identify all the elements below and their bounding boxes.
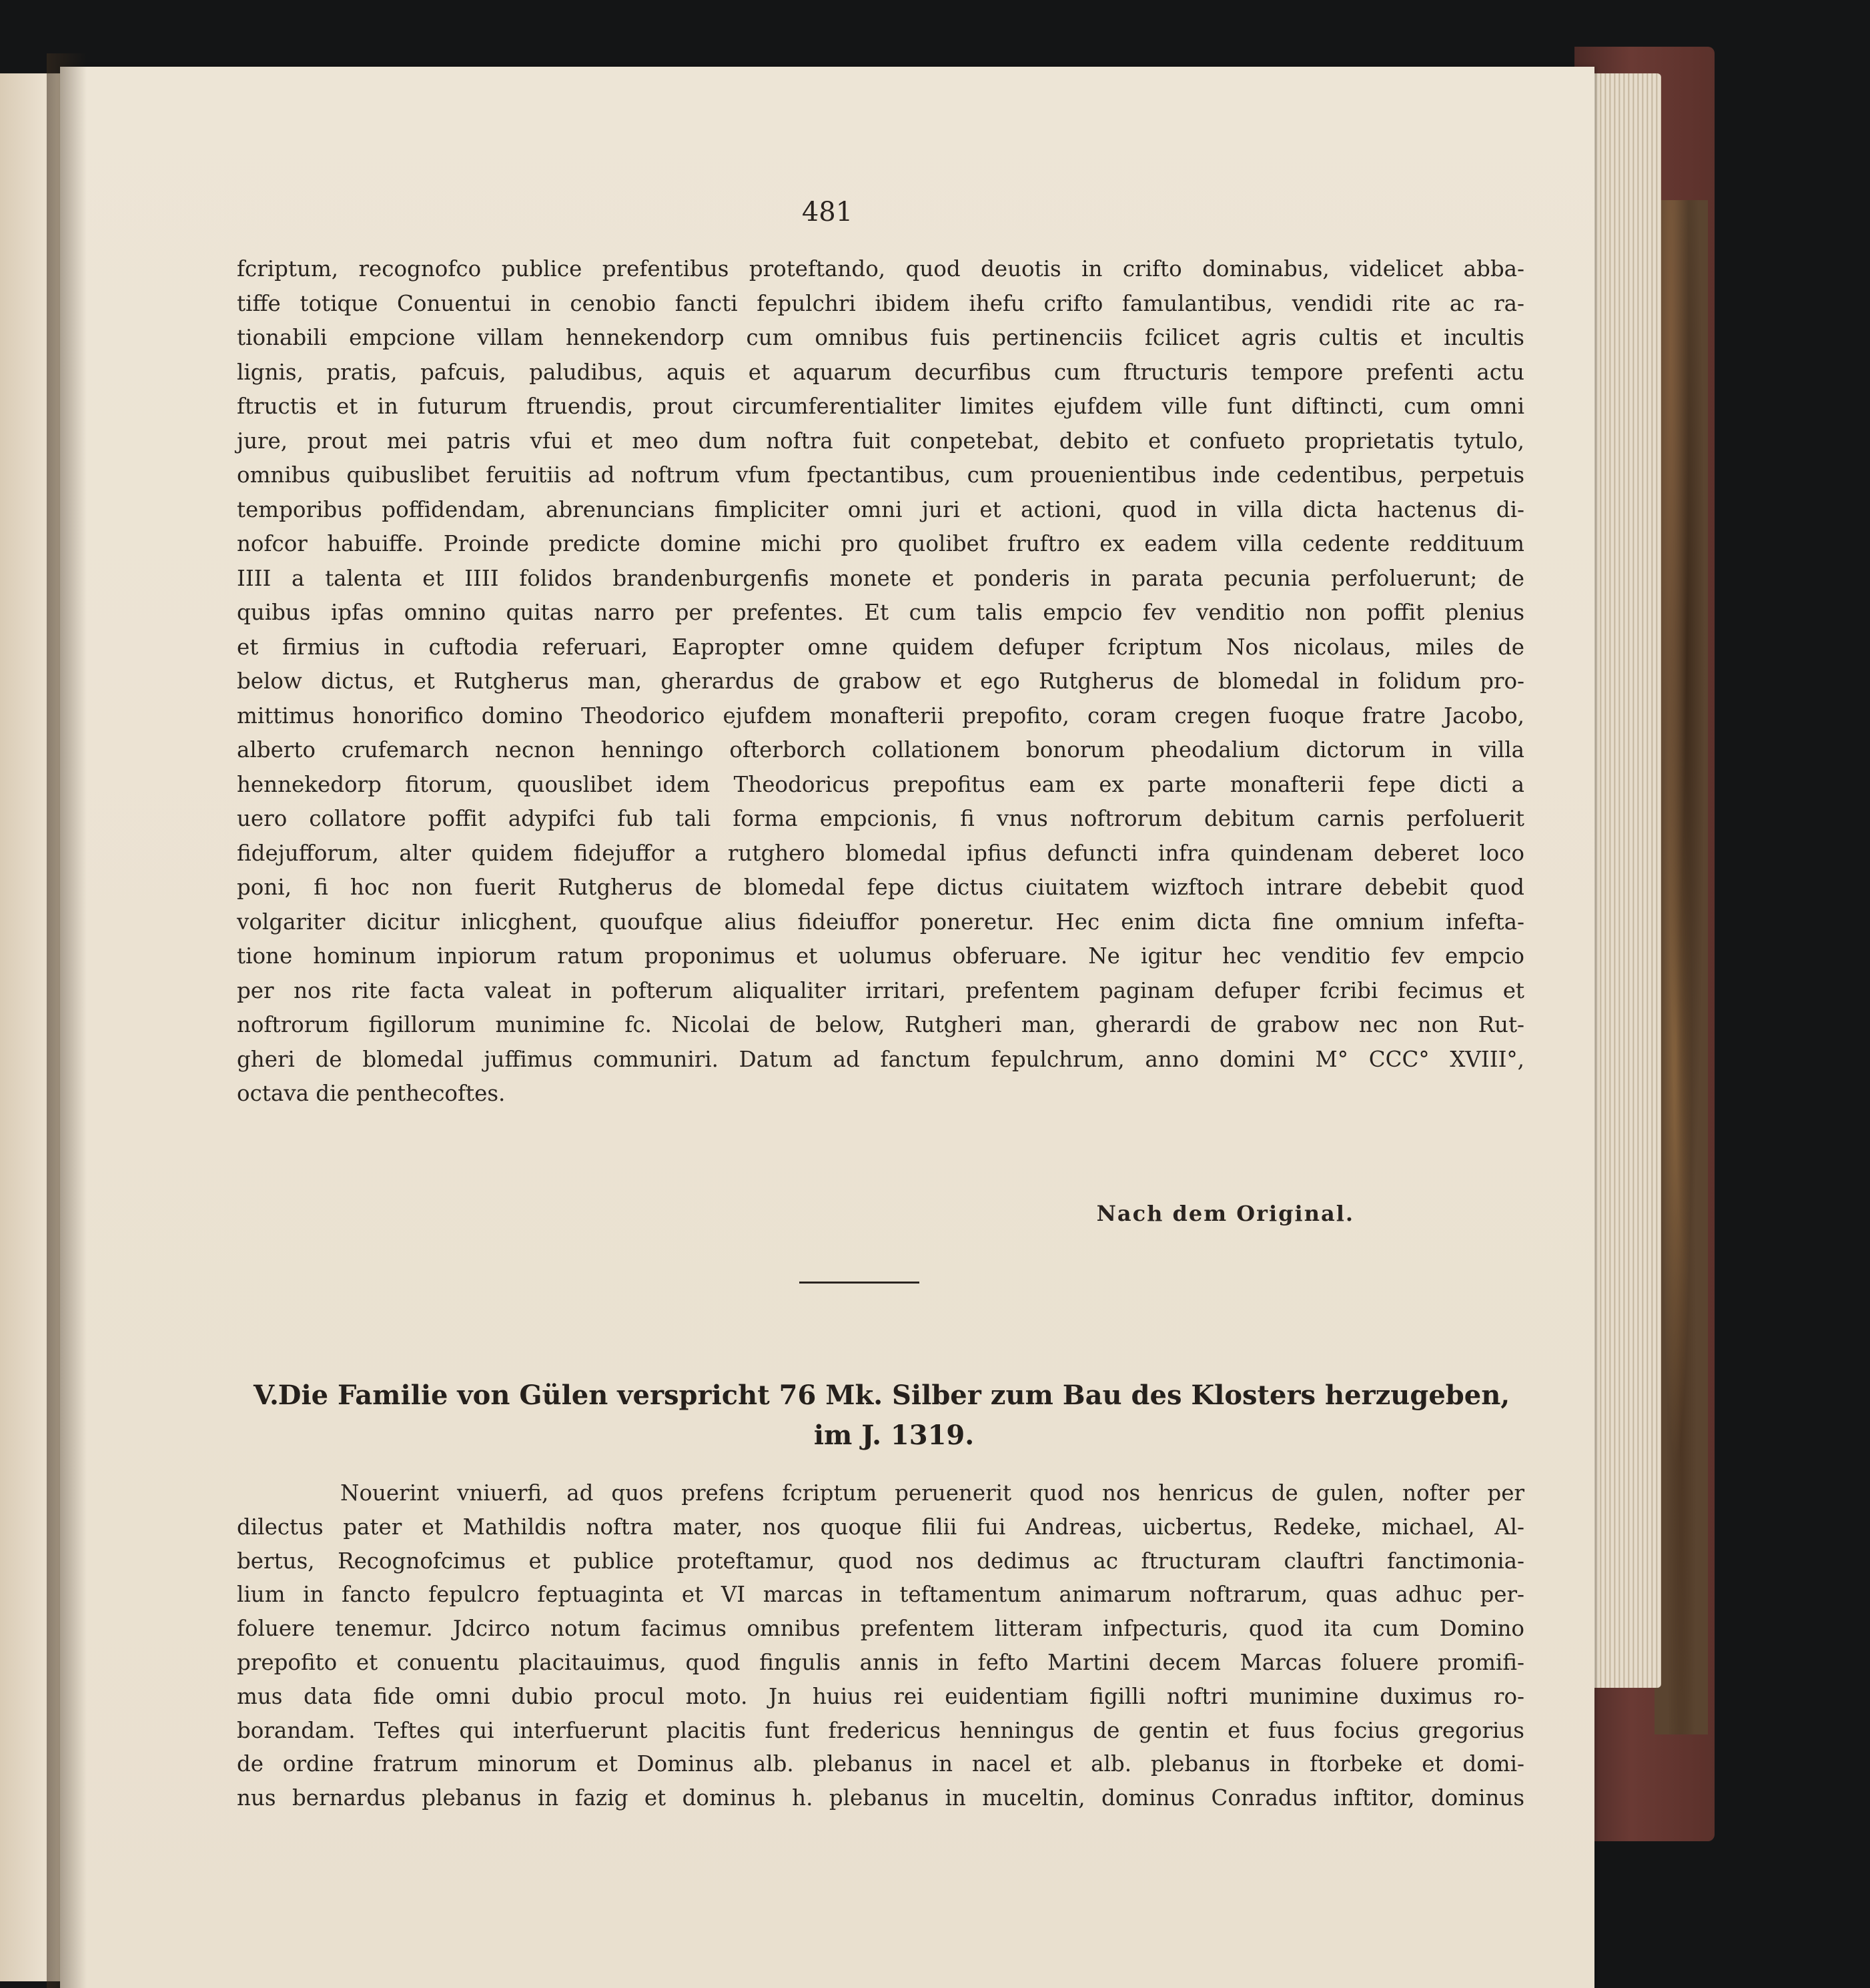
text-line: lignis, pratis, pafcuis, paludibus, aquis et aquarum decurfibus cum ftructuris tempore prefenti actu <box>237 359 1524 385</box>
text-line: bertus, Recognofcimus et publice proteftamur, quod nos dedimus ac ftructuram clauftri fanctimonia- <box>237 1548 1524 1574</box>
text-line: noftrorum figillorum munimine fc. Nicolai de below, Rutgheri man, gherardi de grabow nec non Rut- <box>237 1012 1524 1037</box>
text-line: quibus ipfas omnino quitas narro per prefentes. Et cum talis empcio fev venditio non poffit plenius <box>237 600 1524 625</box>
text-line: gheri de blomedal juffimus communiri. Datum ad fanctum fepulchrum, anno domini M° CCC° XVIII°, <box>237 1046 1524 1072</box>
section-heading <box>254 1376 1534 1456</box>
text-line: uero collatore poffit adypifci fub tali forma empcionis, fi vnus noftrorum debitum carnis perfoluerit <box>237 806 1524 831</box>
text-line: Nouerint vniuerfi, ad quos prefens fcriptum peruenerit quod nos henricus de gulen, nofter per <box>340 1480 1524 1506</box>
section-divider <box>799 1282 919 1284</box>
text-line: et firmius in cuftodia referuari, Eapropter omne quidem defuper fcriptum Nos nicolaus, miles de <box>237 634 1524 660</box>
document-paragraph-2 <box>237 1476 1524 1815</box>
section-title-line-1: Die Familie von Gülen verspricht 76 Mk. Silber zum Bau des Klosters herzugeben, <box>278 1380 1510 1411</box>
text-line: fcriptum, recognofco publice prefentibus proteftando, quod deuotis in crifto dominabus, videlicet abba- <box>237 256 1524 282</box>
text-line: below dictus, et Rutgherus man, gherardus de grabow et ego Rutgherus de blomedal in folidum pro- <box>237 668 1524 694</box>
text-line: prepofito et conuentu placitauimus, quod fingulis annis in fefto Martini decem Marcas foluere promifi- <box>237 1649 1524 1675</box>
text-line: nofcor habuiffe. Proinde predicte domine michi pro quolibet fruftro ex eadem villa cedente reddituum <box>237 531 1524 556</box>
section-number: V. <box>254 1380 279 1411</box>
spine-shadow <box>47 53 87 1988</box>
text-line: fidejufforum, alter quidem fidejuffor a rutghero blomedal ipfius defuncti infra quindenam deberet loco <box>237 840 1524 866</box>
text-line: temporibus poffidendam, abrenuncians fimpliciter omni juri et actioni, quod in villa dicta hactenus di- <box>237 496 1524 522</box>
text-line: hennekedorp fitorum, quouslibet idem Theodoricus prepofitus eam ex parte monafterii fepe dicti a <box>237 771 1524 797</box>
text-line: poni, fi hoc non fuerit Rutgherus de blomedal fepe dictus ciuitatem wizftoch intrare debebit quod <box>237 875 1524 900</box>
text-line: per nos rite facta valeat in pofterum aliqualiter irritari, prefentem paginam defuper fcribi fecimus et <box>237 977 1524 1003</box>
source-note: Nach dem Original. <box>1096 1201 1354 1226</box>
text-line: de ordine fratrum minorum et Dominus alb. plebanus in nacel et alb. plebanus in ftorbeke et domi- <box>237 1751 1524 1777</box>
text-line: nus bernardus plebanus in fazig et dominus h. plebanus in muceltin, dominus Conradus inftitor, dominus <box>237 1785 1524 1811</box>
text-line: lium in fancto fepulcro feptuaginta et VI marcas in teftamentum animarum noftrarum, quas adhuc per- <box>237 1582 1524 1608</box>
text-line: jure, prout mei patris vfui et meo dum noftra fuit conpetebat, debito et confueto proprietatis tytulo, <box>237 428 1524 454</box>
text-line: alberto crufemarch necnon henningo ofterborch collationem bonorum pheodalium dictorum in villa <box>237 737 1524 763</box>
text-line: mittimus honorifico domino Theodorico ejufdem monafterii prepofito, coram cregen fuoque fratre Jacobo, <box>237 702 1524 728</box>
page-number: 481 <box>801 197 853 227</box>
text-line: mus data fide omni dubio procul moto. Jn huius rei euidentiam figilli noftri munimine duximus ro- <box>237 1683 1524 1709</box>
text-line: tione hominum inpiorum ratum proponimus et uolumus obferuare. Ne igitur hec venditio fev empcio <box>237 943 1524 969</box>
section-title-line-2: im J. 1319. <box>813 1420 975 1451</box>
book-page <box>60 67 1594 1988</box>
text-line: tiffe totique Conuentui in cenobio fancti fepulchri ibidem ihefu crifto famulantibus, vendidi rite ac ra- <box>237 290 1524 316</box>
text-line: volgariter dicitur inlicghent, quoufque alius fideiuffor poneretur. Hec enim dicta fine omnium infefta- <box>237 909 1524 935</box>
marbled-cover-edge <box>1655 200 1708 1734</box>
text-line: dilectus pater et Mathildis noftra mater, nos quoque filii fui Andreas, uicbertus, Redeke, michael, Al- <box>237 1514 1524 1540</box>
text-line: tionabili empcione villam hennekendorp cum omnibus fuis pertinenciis fcilicet agris cultis et incultis <box>237 325 1524 350</box>
text-line: omnibus quibuslibet feruitiis ad noftrum vfum fpectantibus, cum prouenientibus inde cedentibus, perpetuis <box>237 462 1524 488</box>
page-edges <box>1588 73 1661 1688</box>
document-paragraph-1 <box>237 252 1524 1111</box>
text-line: ftructis et in futurum ftruendis, prout circumferentialiter limites ejufdem ville funt diftincti, cum omni <box>237 394 1524 419</box>
text-line: foluere tenemur. Jdcirco notum facimus omnibus prefentem litteram infpecturis, quod ita cum Domino <box>237 1616 1524 1642</box>
text-line: IIII a talenta et IIII folidos brandenburgenfis monete et ponderis in parata pecunia perfoluerunt; de <box>237 565 1524 591</box>
text-line: borandam. Teftes qui interfuerunt placitis funt fredericus henningus de gentin et fuus focius gregorius <box>237 1717 1524 1743</box>
text-line-last: octava die penthecoftes. <box>237 1081 506 1106</box>
